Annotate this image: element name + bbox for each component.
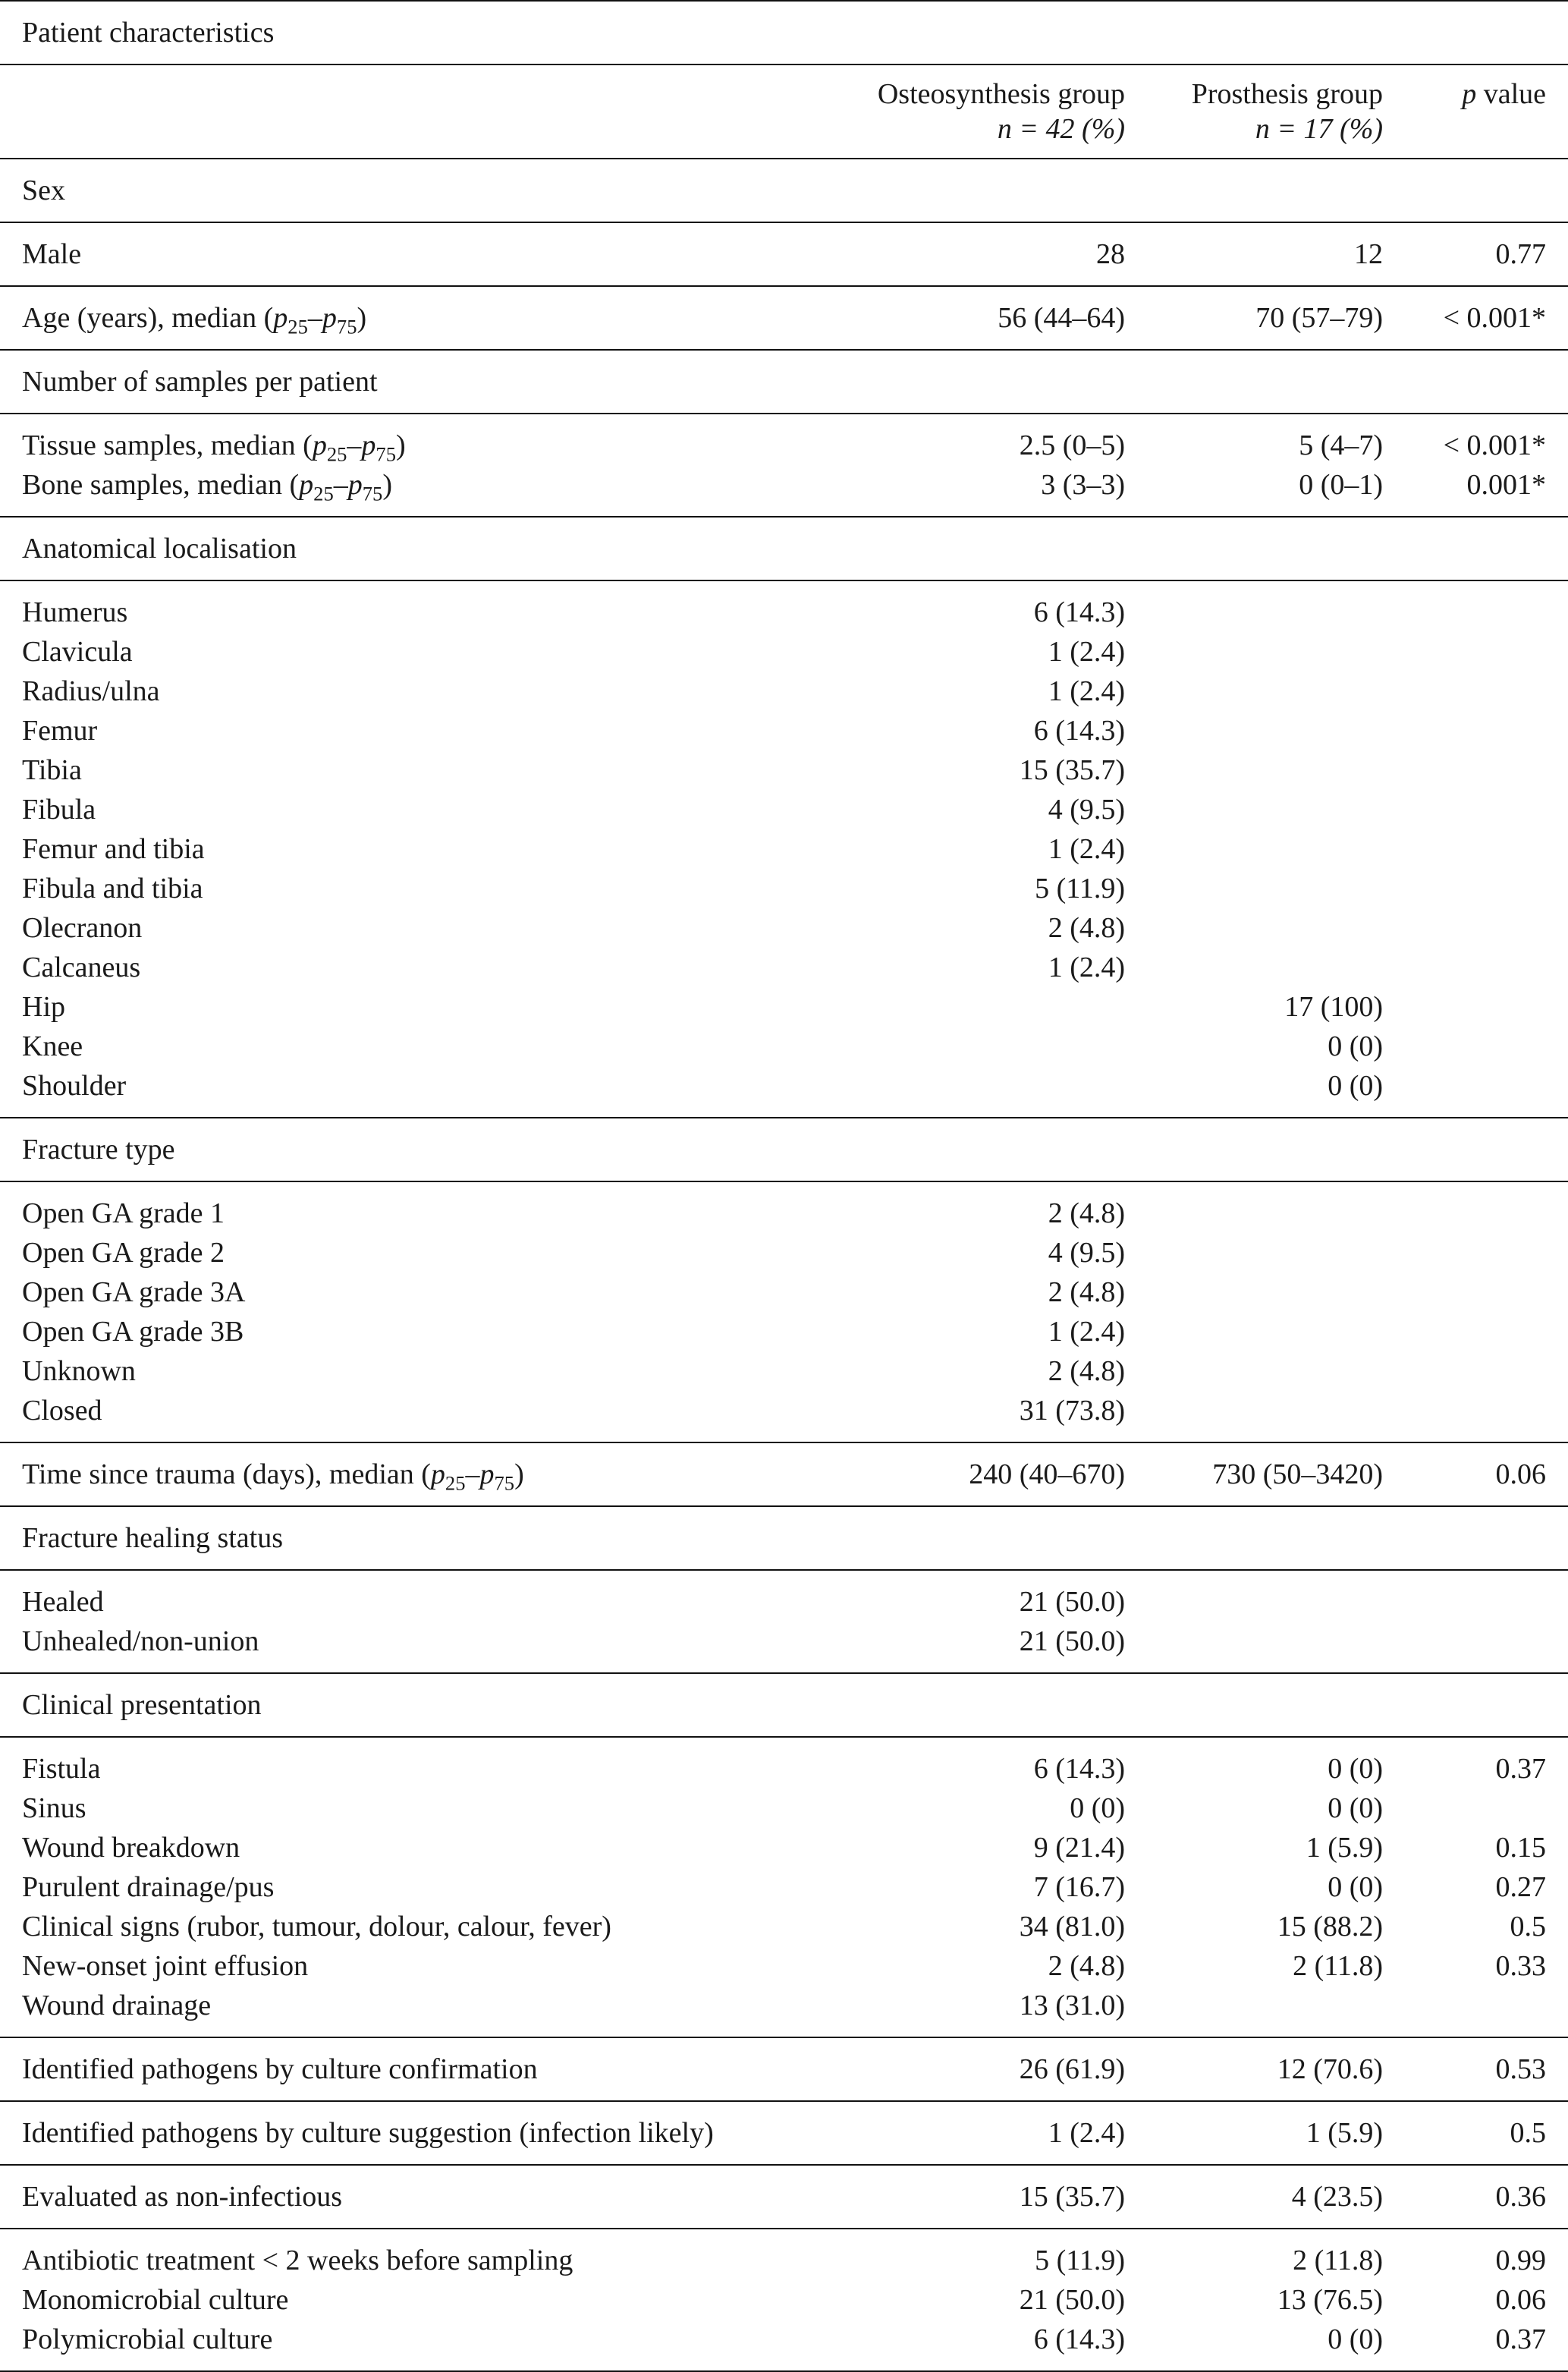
table-row (0, 1312, 1568, 1351)
table-cell: 0 (0) (1125, 1737, 1383, 1788)
table-row (0, 1066, 1568, 1118)
table-cell: 0.001* (1466, 469, 1546, 501)
table-cell (1383, 672, 1568, 711)
table-row (0, 1907, 1568, 1946)
table-cell: 15 (35.7) (715, 2165, 1125, 2229)
table-cell: Open GA grade 2 (22, 1237, 225, 1269)
table-cell: 1 (5.9) (1125, 2101, 1383, 2165)
table-cell: 21 (50.0) (1019, 1625, 1125, 1657)
table-row (0, 1986, 1568, 2037)
table-cell (1125, 1570, 1383, 1622)
table-row (0, 1273, 1568, 1312)
table-cell: 1 (2.4) (1048, 636, 1125, 668)
table-row (0, 1788, 1568, 1828)
table-cell: Fibula and tibia (22, 873, 203, 904)
table-cell: Tibia (22, 754, 82, 786)
table-cell: Evaluated as non-infectious (0, 2165, 715, 2229)
table-title: Patient characteristics (0, 1, 1568, 64)
table-cell: 730 (50–3420) (1125, 1442, 1383, 1506)
table-row (0, 987, 1568, 1027)
table-cell: 4 (23.5) (1125, 2165, 1383, 2229)
table-cell (1125, 1273, 1383, 1312)
table-cell: 6 (14.3) (715, 580, 1125, 632)
table-row (0, 1351, 1568, 1391)
table-cell: Fistula (0, 1737, 715, 1788)
section-header-row (0, 350, 1568, 414)
table-row (0, 2320, 1568, 2371)
table-cell: Femur and tibia (22, 833, 205, 865)
section-header-row (0, 1118, 1568, 1181)
table-cell: Antibiotic treatment < 2 weeks before sampling (0, 2229, 715, 2280)
table-cell: 7 (16.7) (1033, 1871, 1125, 1903)
table-cell: 0.36 (1383, 2165, 1568, 2229)
table-cell (1125, 750, 1383, 790)
table-cell: Fibula (22, 794, 96, 826)
table-cell (1125, 829, 1383, 869)
table-cell (1125, 790, 1383, 829)
table-row (0, 222, 1568, 286)
section-header-row (0, 1506, 1568, 1570)
table-cell (1125, 1622, 1383, 1673)
table-cell: 1 (2.4) (1048, 1316, 1125, 1348)
table-cell: 1 (2.4) (1048, 952, 1125, 983)
table-cell (1125, 1181, 1383, 1233)
table-cell: 0.5 (1510, 1911, 1546, 1943)
table-cell: 0.5 (1383, 2101, 1568, 2165)
table-cell (1383, 829, 1568, 869)
table-cell: 28 (715, 222, 1125, 286)
table-cell: 21 (50.0) (1019, 2284, 1125, 2316)
table-cell (1125, 672, 1383, 711)
table-cell: Purulent drainage/pus (22, 1871, 275, 1903)
table-cell: Clavicula (22, 636, 133, 668)
table-cell (1383, 1233, 1568, 1273)
table-cell (1383, 750, 1568, 790)
table-cell: 31 (73.8) (1019, 1395, 1125, 1427)
table-row (0, 908, 1568, 948)
table-cell: 0.99 (1383, 2229, 1568, 2280)
table-cell (1125, 711, 1383, 750)
table-row (0, 2037, 1568, 2101)
table-row (0, 286, 1568, 350)
table-cell (1383, 1027, 1568, 1066)
table-cell: 240 (40–670) (715, 1442, 1125, 1506)
table-row (0, 829, 1568, 869)
table-row (0, 1867, 1568, 1907)
table-cell: 26 (61.9) (715, 2037, 1125, 2101)
column-header-row (0, 64, 1568, 159)
table-cell (1383, 1312, 1568, 1351)
table-row (0, 948, 1568, 987)
table-cell: 2 (11.8) (1293, 1950, 1383, 1982)
section-fracture-type: Fracture type (0, 1118, 1568, 1181)
table-cell: 56 (44–64) (715, 286, 1125, 350)
table-row (0, 750, 1568, 790)
table-cell: Closed (22, 1395, 102, 1427)
table-cell: 5 (11.9) (1035, 873, 1125, 904)
table-cell (1383, 1391, 1568, 1442)
table-cell: < 0.001* (1383, 286, 1568, 350)
table-cell: 12 (1125, 222, 1383, 286)
table-row (0, 790, 1568, 829)
section-samples: Number of samples per patient (0, 350, 1568, 414)
table-cell: 15 (35.7) (1019, 754, 1125, 786)
table-cell: 2 (4.8) (1048, 1950, 1125, 1982)
table-cell: Bone samples, median $(p_{25}-p_{75})$ (22, 469, 392, 505)
table-cell: 34 (81.0) (1019, 1911, 1125, 1943)
table-cell: 2 (4.8) (1048, 1355, 1125, 1387)
table-cell (1383, 1570, 1568, 1622)
table-cell: Healed (0, 1570, 715, 1622)
table-row (0, 1828, 1568, 1867)
table-cell: 13 (76.5) (1277, 2284, 1383, 2316)
section-sex: Sex (0, 159, 1568, 222)
table-cell: Monomicrobial culture (22, 2284, 289, 2316)
table-cell: 0 (0) (1328, 1070, 1383, 1102)
table-cell: Male (0, 222, 715, 286)
table-cell (715, 1027, 1125, 1066)
table-cell (1383, 1066, 1568, 1118)
table-cell (715, 987, 1125, 1027)
table-row (0, 672, 1568, 711)
table-cell: Unknown (22, 1355, 136, 1387)
table-cell: 0.15 (1495, 1832, 1546, 1864)
table-row (0, 711, 1568, 750)
table-cell: Olecranon (22, 912, 143, 944)
table-cell: Time since trauma (days), median $(p_{25}-p_{75})$ (0, 1442, 715, 1506)
table-cell: Age (years), median $(p_{25}-p_{75})$ (0, 286, 715, 350)
table-cell: 2 (4.8) (715, 1181, 1125, 1233)
table-cell: 2 (11.8) (1125, 2229, 1383, 2280)
table-cell: Femur (22, 715, 98, 747)
table-cell: < 0.001* (1383, 414, 1568, 465)
table-cell: 0 (0) (1328, 1030, 1383, 1062)
table-cell: 0 (0) (1328, 1871, 1383, 1903)
table-cell: 0.37 (1383, 1737, 1568, 1788)
table-row (0, 2165, 1568, 2229)
table-cell: 9 (21.4) (1033, 1832, 1125, 1864)
table-cell (1383, 1351, 1568, 1391)
table-cell: 12 (70.6) (1125, 2037, 1383, 2101)
table-cell: Polymicrobial culture (0, 2320, 715, 2371)
table-cell (1125, 948, 1383, 987)
table-row (0, 1946, 1568, 1986)
table-cell: Tissue samples, median $(p_{25}-p_{75})$ (0, 414, 715, 465)
table-cell: Radius/ulna (22, 675, 160, 707)
table-cell (1383, 1273, 1568, 1312)
table-cell (1383, 869, 1568, 908)
section-clinical: Clinical presentation (0, 1673, 1568, 1737)
table-cell: 70 (57–79) (1125, 286, 1383, 350)
table-cell: 2 (4.8) (1048, 912, 1125, 944)
table-row (0, 1622, 1568, 1673)
table-cell (1383, 1181, 1568, 1233)
table-title-row (0, 1, 1568, 64)
table-cell: Wound drainage (22, 1990, 212, 2021)
table-cell: 6 (14.3) (1033, 715, 1125, 747)
table-row (0, 1027, 1568, 1066)
section-header-row (0, 1673, 1568, 1737)
table-row (0, 580, 1568, 632)
table-cell: Humerus (0, 580, 715, 632)
table-row (0, 465, 1568, 517)
table-row (0, 869, 1568, 908)
table-cell (1125, 580, 1383, 632)
table-row (0, 1570, 1568, 1622)
table-cell (1383, 1986, 1568, 2037)
table-cell (1383, 908, 1568, 948)
table-cell: Clinical signs (rubor, tumour, dolour, calour, fever) (22, 1911, 611, 1943)
table-cell: 2 (4.8) (1048, 1276, 1125, 1308)
table-cell: 0.06 (1495, 2284, 1546, 2316)
table-cell: 13 (31.0) (1019, 1990, 1125, 2021)
table-cell (1383, 790, 1568, 829)
table-cell: 17 (100) (1284, 991, 1383, 1023)
table-cell (1383, 632, 1568, 672)
table-cell: 1 (5.9) (1306, 1832, 1383, 1864)
table-cell: 0 (0) (1328, 1792, 1383, 1824)
table-cell: 0 (0–1) (1299, 469, 1383, 501)
header-p-value: p value (1383, 64, 1568, 159)
table-cell: 6 (14.3) (715, 2320, 1125, 2371)
table-cell: 3 (3–3) (1041, 469, 1125, 501)
table-row (0, 2280, 1568, 2320)
section-header-row (0, 517, 1568, 580)
table-cell: Open GA grade 3B (22, 1316, 244, 1348)
header-prosthesis: Prosthesis group n = 17 (%) (1125, 64, 1383, 159)
table-cell (1383, 580, 1568, 632)
table-cell: 1 (2.4) (1048, 833, 1125, 865)
table-cell: Unhealed/non-union (22, 1625, 259, 1657)
table-cell: 4 (9.5) (1048, 1237, 1125, 1269)
table-cell: Identified pathogens by culture suggestion (infection likely) (0, 2101, 715, 2165)
table-cell (1383, 1788, 1568, 1828)
section-anatomical: Anatomical localisation (0, 517, 1568, 580)
table-cell: 0.53 (1383, 2037, 1568, 2101)
table-cell: 6 (14.3) (715, 1737, 1125, 1788)
table-cell: 1 (2.4) (715, 2101, 1125, 2165)
table-cell: 0.27 (1495, 1871, 1546, 1903)
table-cell (715, 1066, 1125, 1118)
table-row (0, 2229, 1568, 2280)
table-row (0, 1737, 1568, 1788)
section-header-row (0, 159, 1568, 222)
table-cell (1125, 908, 1383, 948)
table-cell: 2.5 (0–5) (715, 414, 1125, 465)
table-cell: 5 (4–7) (1125, 414, 1383, 465)
table-cell (1383, 987, 1568, 1027)
table-cell: 4 (9.5) (1048, 794, 1125, 826)
table-cell: Identified pathogens by culture confirmation (0, 2037, 715, 2101)
table-cell: 0.37 (1383, 2320, 1568, 2371)
table-cell (1125, 1391, 1383, 1442)
table-cell: Wound breakdown (22, 1832, 240, 1864)
table-cell: 5 (11.9) (715, 2229, 1125, 2280)
table-cell: Shoulder (22, 1070, 127, 1102)
table-cell (1125, 1312, 1383, 1351)
table-row (0, 2101, 1568, 2165)
table-cell: 0.33 (1495, 1950, 1546, 1982)
table-cell: 15 (88.2) (1277, 1911, 1383, 1943)
table-cell (1383, 1622, 1568, 1673)
table-cell: Calcaneus (22, 952, 141, 983)
table-row (0, 414, 1568, 465)
table-row (0, 1391, 1568, 1442)
table-cell (0, 64, 715, 159)
table-cell (1125, 1233, 1383, 1273)
table-row (0, 632, 1568, 672)
table-cell: 0.06 (1383, 1442, 1568, 1506)
header-osteosynthesis: Osteosynthesis group n = 42 (%) (715, 64, 1125, 159)
table-cell: Hip (22, 991, 65, 1023)
table-cell (1125, 869, 1383, 908)
table-cell (1125, 1986, 1383, 2037)
table-cell: 1 (2.4) (1048, 675, 1125, 707)
table-cell (1383, 711, 1568, 750)
table-cell: New-onset joint effusion (22, 1950, 309, 1982)
table-cell: 0.77 (1383, 222, 1568, 286)
table-cell: Knee (22, 1030, 83, 1062)
table-cell: Open GA grade 1 (0, 1181, 715, 1233)
table-cell: Open GA grade 3A (22, 1276, 246, 1308)
table-cell (1125, 632, 1383, 672)
section-healing: Fracture healing status (0, 1506, 1568, 1570)
table-row (0, 1233, 1568, 1273)
table-row (0, 1181, 1568, 1233)
table-cell (1125, 1351, 1383, 1391)
table-cell: Sinus (22, 1792, 86, 1824)
table-cell: 21 (50.0) (715, 1570, 1125, 1622)
table-cell (1383, 948, 1568, 987)
table-cell: 0 (0) (1070, 1792, 1125, 1824)
table-row (0, 1442, 1568, 1506)
table-cell: 0 (0) (1125, 2320, 1383, 2371)
